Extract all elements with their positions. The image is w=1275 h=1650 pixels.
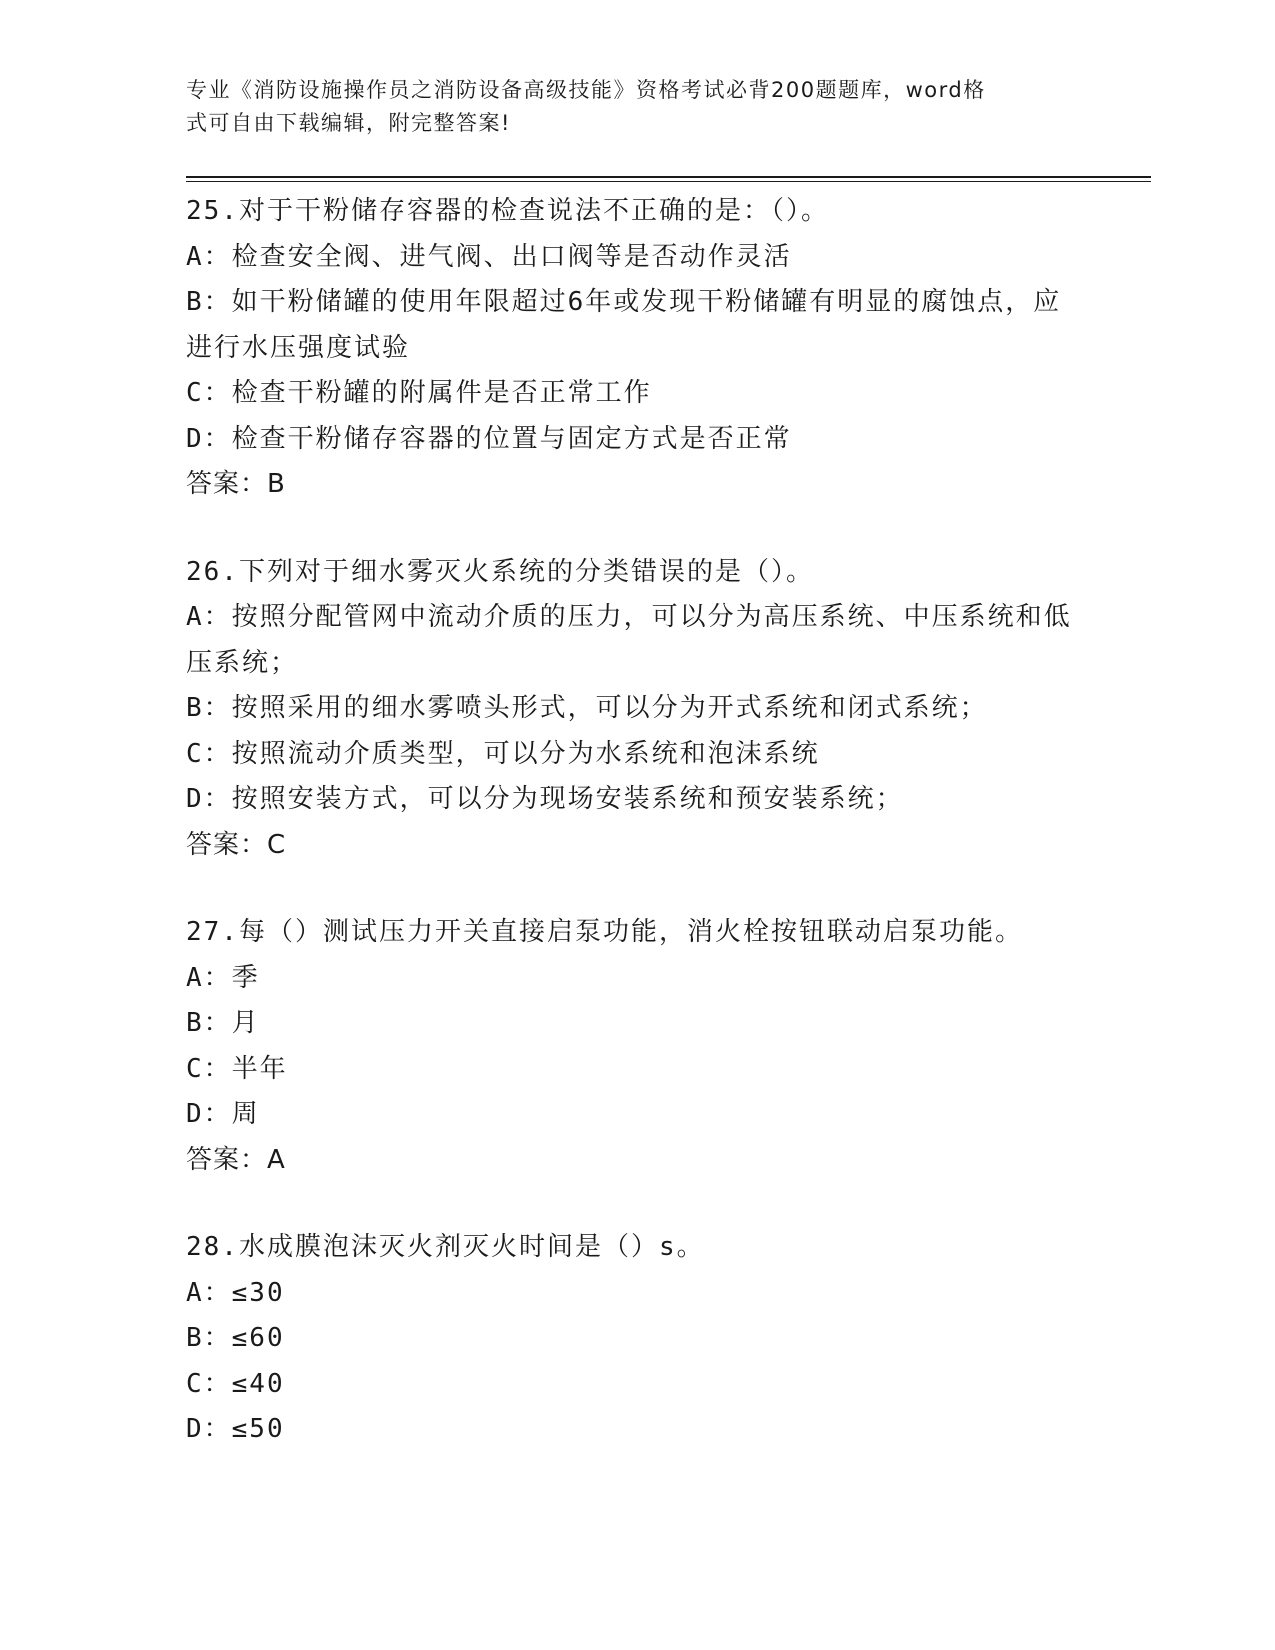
question-stem: 28.水成膜泡沫灭火剂灭火时间是（）s。 <box>186 1232 705 1262</box>
header-line-1: 专业《消防设施操作员之消防设备高级技能》资格考试必背200题题库，word格 <box>186 78 986 102</box>
option-b: B：月 <box>186 1008 260 1038</box>
answer-label: 答案：A <box>186 1144 286 1175</box>
option-c: C：半年 <box>186 1053 288 1084</box>
answer-label: 答案：B <box>186 469 286 499</box>
question-25 <box>186 189 1086 508</box>
header-line-2: 式可自由下载编辑，附完整答案! <box>186 111 511 135</box>
question-list <box>186 189 1086 1495</box>
option-b: B：如干粉储罐的使用年限超过6年或发现干粉储罐有明显的腐蚀点，应进行水压强度试验 <box>186 287 1062 363</box>
document-header <box>186 74 1066 140</box>
option-d: D：≤50 <box>186 1414 285 1444</box>
option-d: D：按照安装方式，可以分为现场安装系统和预安装系统； <box>186 784 904 814</box>
option-c: C：≤40 <box>186 1368 285 1399</box>
question-28 <box>186 1225 1086 1453</box>
option-a: A：检查安全阀、进气阀、出口阀等是否动作灵活 <box>186 241 792 272</box>
option-a: A：按照分配管网中流动介质的压力，可以分为高压系统、中压系统和低压系统； <box>186 602 1072 678</box>
option-d: D：周 <box>186 1099 260 1129</box>
option-c: C：按照流动介质类型，可以分为水系统和泡沫系统 <box>186 738 820 769</box>
option-c: C：检查干粉罐的附属件是否正常工作 <box>186 378 652 408</box>
question-26 <box>186 550 1086 869</box>
option-b: B：≤60 <box>186 1323 285 1353</box>
option-d: D：检查干粉储存容器的位置与固定方式是否正常 <box>186 423 792 454</box>
question-27 <box>186 910 1086 1183</box>
question-stem: 25.对于干粉储存容器的检查说法不正确的是：（）。 <box>186 196 829 226</box>
header-divider-thick <box>186 176 1151 178</box>
question-stem: 26.下列对于细水雾灭火系统的分类错误的是（）。 <box>186 556 814 587</box>
header-divider-thin <box>186 181 1151 182</box>
answer-label: 答案：C <box>186 829 287 860</box>
option-a: A：季 <box>186 962 260 993</box>
option-b: B：按照采用的细水雾喷头形式，可以分为开式系统和闭式系统； <box>186 693 988 723</box>
option-a: A：≤30 <box>186 1277 285 1308</box>
question-stem: 27.每（）测试压力开关直接启泵功能，消火栓按钮联动启泵功能。 <box>186 917 1023 947</box>
